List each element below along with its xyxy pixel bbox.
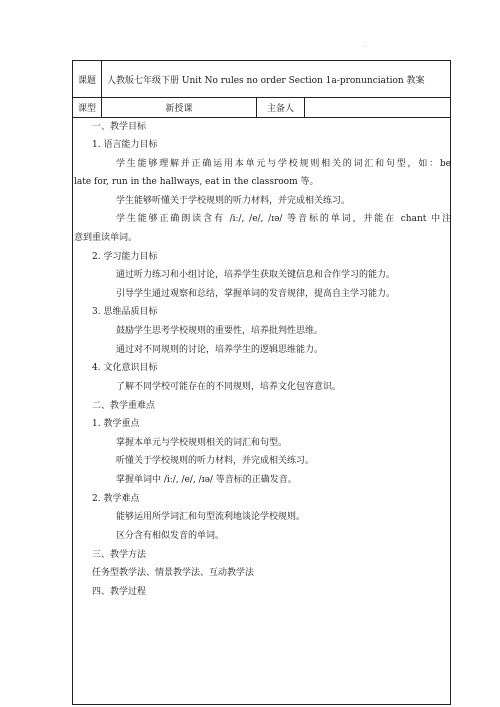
section-heading-focus: 二、教学重难点 bbox=[92, 401, 156, 411]
paragraph-language-a1: 学生能够理解并正确运用本单元与学校规则相关的词汇和句型，如：be bbox=[116, 159, 451, 169]
content-row bbox=[73, 118, 451, 705]
paragraph-learning-a: 通过听力练习和小组讨论，培养学生获取关键信息和合作学习的能力。 bbox=[116, 270, 396, 280]
preparer-label: 主备人 bbox=[257, 98, 305, 118]
paragraph-difficulty-a: 能够运用所学词汇和句型流利地谈论学校规则。 bbox=[116, 512, 306, 522]
preparer-value bbox=[305, 98, 451, 118]
section-heading-methods: 三、教学方法 bbox=[92, 550, 147, 560]
paragraph-key-c: 掌握单词中 /iː/, /e/, /ɪə/ 等音标的正确发音。 bbox=[116, 475, 297, 485]
type-value: 新授课 bbox=[102, 98, 257, 118]
paragraph-learning-b: 引导学生通过观察和总结，掌握单词的发音规律，提高自主学习能力。 bbox=[116, 289, 396, 299]
title-value: 人教版七年级下册 Unit No rules no order Section 1a-pronunciation 教案 bbox=[102, 61, 451, 98]
subheading-key-points: 1. 教学重点 bbox=[92, 419, 140, 429]
type-row bbox=[73, 98, 451, 118]
section-heading-process: 四、教学过程 bbox=[92, 587, 147, 597]
paragraph-methods: 任务型教学法、情景教学法、互动教学法 bbox=[92, 568, 255, 578]
subheading-language: 1. 语言能力目标 bbox=[92, 140, 158, 150]
title-label: 课题 bbox=[73, 61, 102, 98]
subheading-difficulties: 2. 教学难点 bbox=[92, 494, 140, 504]
type-label: 课型 bbox=[73, 98, 102, 118]
paragraph-difficulty-b: 区分含有相似发音的单词。 bbox=[116, 531, 225, 541]
lesson-plan-table bbox=[72, 60, 451, 705]
content-cell bbox=[73, 118, 451, 705]
paragraph-key-a: 掌握本单元与学校规则相关的词汇和句型。 bbox=[116, 438, 288, 448]
subheading-culture: 4. 文化意识目标 bbox=[92, 363, 158, 373]
paragraph-culture-a: 了解不同学校可能存在的不同规则，培养文化包容意识。 bbox=[116, 382, 342, 392]
title-row bbox=[73, 61, 451, 98]
paragraph-language-b: 学生能够听懂关于学校规则的听力材料，并完成相关练习。 bbox=[116, 196, 351, 206]
paragraph-thinking-a: 鼓励学生思考学校规则的重要性，培养批判性思维。 bbox=[116, 326, 324, 336]
paragraph-language-a2: late for, run in the hallways, eat in the classroom 等。 bbox=[74, 177, 319, 187]
paragraph-language-c1: 学生能够正确朗读含有 /iː/, /e/, /ɪə/ 等音标的单词，并能在 chant 中注 bbox=[116, 214, 451, 224]
paragraph-key-b: 听懂关于学校规则的听力材料，并完成相关练习。 bbox=[116, 456, 315, 466]
section-heading-objectives: 一、教学目标 bbox=[92, 122, 147, 132]
paragraph-thinking-b: 通过对不同规则的讨论，培养学生的逻辑思维能力。 bbox=[116, 345, 324, 355]
paragraph-language-c2: 意到重读单词。 bbox=[74, 233, 138, 243]
subheading-learning: 2. 学习能力目标 bbox=[92, 252, 158, 262]
subheading-thinking: 3. 思维品质目标 bbox=[92, 307, 158, 317]
page-mark: · bbox=[364, 44, 366, 51]
